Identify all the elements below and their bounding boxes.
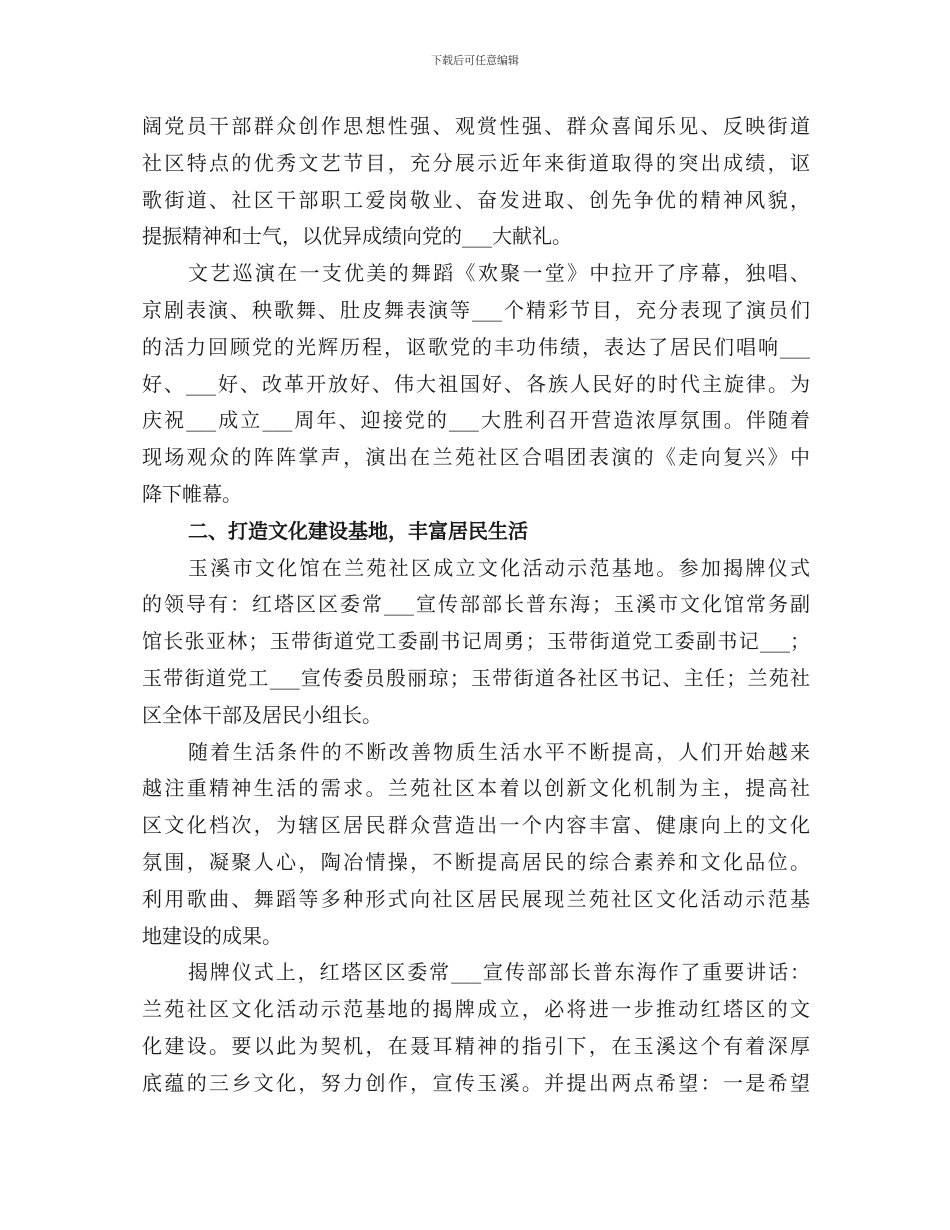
text-line: 降下帷幕。 (142, 481, 242, 506)
text-line: 底蕴的三乡文化，努力创作，宣传玉溪。并提出两点希望：一是希望 (142, 1070, 810, 1095)
text-line: 馆长张亚林；玉带街道党工委副书记周勇；玉带街道党工委副书记___； (142, 629, 810, 654)
text-line: 氛围，凝聚人心，陶冶情操，不断提高居民的综合素养和文化品位。 (142, 849, 810, 874)
text-line: 京剧表演、秧歌舞、肚皮舞表演等___个精彩节目，充分表现了演员们 (142, 297, 810, 322)
section-heading: 二、打造文化建设基地，丰富居民生活 (188, 518, 528, 543)
text-line: 社区特点的优秀文艺节目，充分展示近年来街道取得的突出成绩，讴 (142, 150, 810, 175)
text-line: 区文化档次，为辖区居民群众营造出一个内容丰富、健康向上的文化 (142, 813, 810, 838)
text-line: 区全体干部及居民小组长。 (142, 702, 382, 727)
text-line: 化建设。要以此为契机，在聂耳精神的指引下，在玉溪这个有着深厚 (142, 1033, 810, 1058)
text-line: 兰苑社区文化活动示范基地的揭牌成立，必将进一步推动红塔区的文 (142, 997, 810, 1022)
text-line: 玉带街道党工___宣传委员殷丽琼；玉带街道各社区书记、主任；兰苑社 (142, 665, 810, 690)
text-line: 随着生活条件的不断改善物质生活水平不断提高，人们开始越来 (188, 739, 810, 764)
text-line: 的领导有：红塔区区委常___宣传部部长普东海；玉溪市文化馆常务副 (142, 592, 810, 617)
text-line: 利用歌曲、舞蹈等多种形式向社区居民展现兰苑社区文化活动示范基 (142, 886, 810, 911)
text-line: 阔党员干部群众创作思想性强、观赏性强、群众喜闻乐见、反映街道 (142, 114, 810, 138)
text-line: 地建设的成果。 (142, 923, 282, 948)
text-line: 现场观众的阵阵掌声，演出在兰苑社区合唱团表演的《走向复兴》中 (142, 445, 810, 470)
text-line: 的活力回顾党的光辉历程，讴歌党的丰功伟绩，表达了居民们唱响___ (142, 334, 810, 359)
text-line: 歌街道、社区干部职工爱岗敬业、奋发进取、创先争优的精神风貌， (142, 187, 810, 212)
text-line: 揭牌仪式上，红塔区区委常___宣传部部长普东海作了重要讲话： (188, 960, 810, 985)
document-body (142, 108, 810, 1102)
text-line: 文艺巡演在一支优美的舞蹈《欢聚一堂》中拉开了序幕，独唱、 (188, 261, 810, 286)
text-line: 提振精神和士气，以优异成绩向党的___大献礼。 (142, 224, 572, 249)
text-line: 越注重精神生活的需求。兰苑社区本着以创新文化机制为主，提高社 (142, 776, 810, 801)
page-header: 下载后可任意编辑 (431, 54, 519, 67)
text-line: 好、___好、改革开放好、伟大祖国好、各族人民好的时代主旋律。为 (142, 371, 810, 396)
text-line: 庆祝___成立___周年、迎接党的___大胜利召开营造浓厚氛围。伴随着 (142, 408, 810, 433)
text-line: 玉溪市文化馆在兰苑社区成立文化活动示范基地。参加揭牌仪式 (188, 555, 810, 580)
